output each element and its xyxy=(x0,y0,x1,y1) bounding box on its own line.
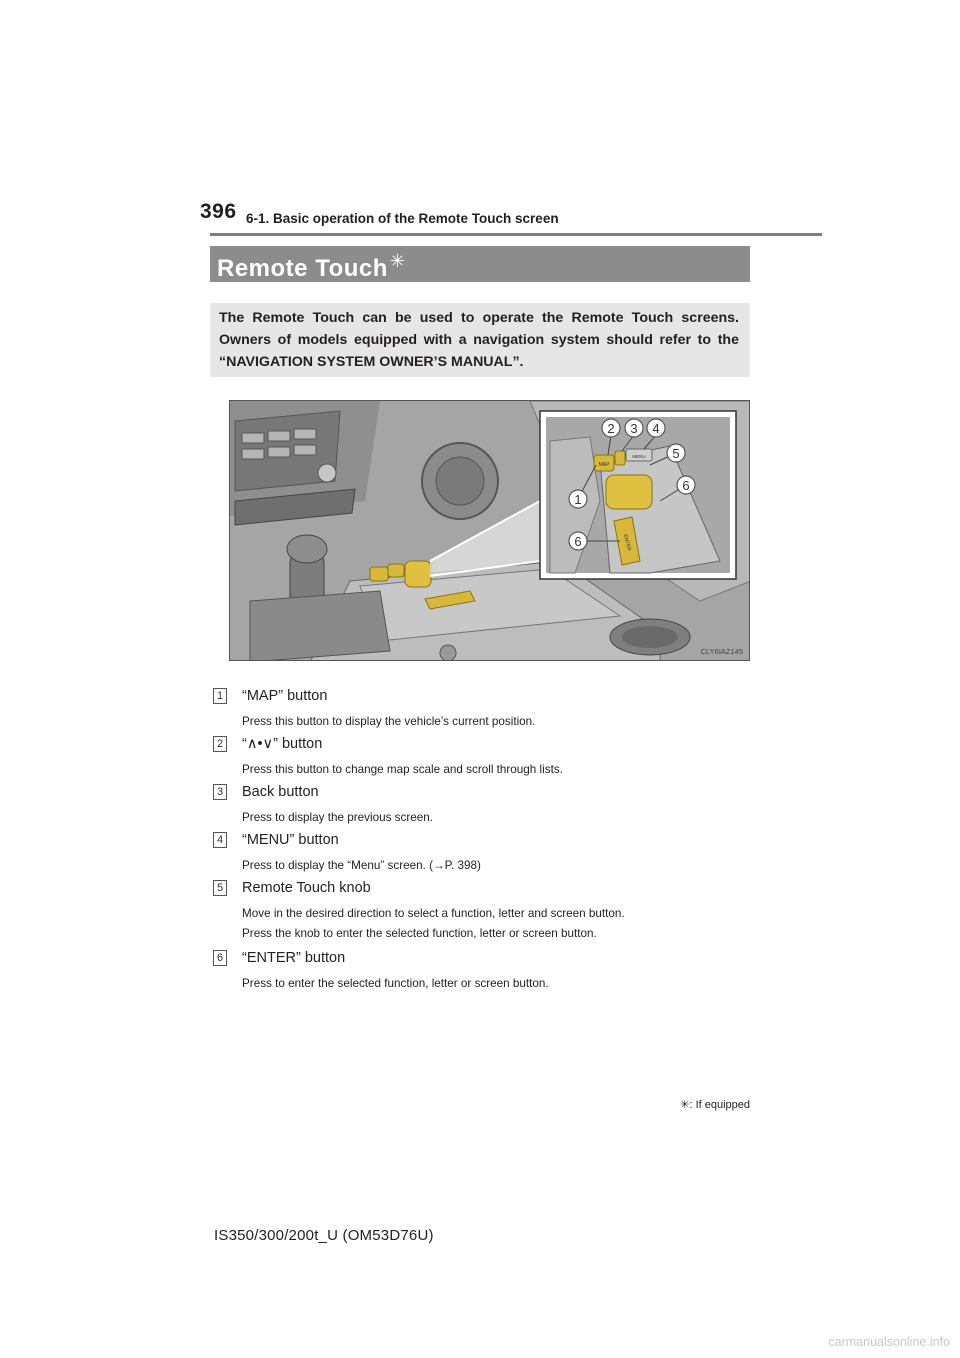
item-desc-line: Press to enter the selected function, letter or screen button. xyxy=(242,977,549,990)
item-title: “MAP” button xyxy=(242,688,328,704)
inset-enter-label: ENTER xyxy=(621,533,633,552)
inset-map-label: MAP xyxy=(598,462,610,468)
item-title: “∧•∨” button xyxy=(242,736,323,752)
item-desc xyxy=(213,712,753,732)
callout-5: 5 xyxy=(672,446,680,461)
callout-6-top: 6 xyxy=(682,478,690,493)
item-desc-line: Press to display the “Menu” screen. (→P. 398) xyxy=(242,859,481,872)
item-desc xyxy=(213,974,753,994)
item-desc-line: Press the knob to enter the selected function, letter or screen button. xyxy=(242,927,597,940)
section-title-text: Remote Touch xyxy=(217,255,388,282)
section-title xyxy=(217,251,406,283)
item-desc xyxy=(213,808,753,828)
item-desc xyxy=(213,856,753,876)
section-header xyxy=(210,246,750,282)
item-desc-line: Press this button to change map scale and scroll through lists. xyxy=(242,763,563,776)
item-title: “MENU” button xyxy=(242,832,339,848)
item-number: 6 xyxy=(213,950,227,966)
inset-menu-label: MENU xyxy=(632,454,646,459)
list-item xyxy=(213,878,753,948)
if-equipped-marker: ✳ xyxy=(389,251,406,271)
footnote: ✳: If equipped xyxy=(680,1099,750,1111)
item-number: 3 xyxy=(213,784,227,800)
item-desc-line: Press this button to display the vehicle’s current position. xyxy=(242,715,536,728)
item-number: 2 xyxy=(213,736,227,752)
list-item xyxy=(213,830,753,878)
item-number: 5 xyxy=(213,880,227,896)
list-item xyxy=(213,734,753,782)
callout-2: 2 xyxy=(607,421,615,436)
item-title: Remote Touch knob xyxy=(242,880,371,896)
item-number: 1 xyxy=(213,688,227,704)
header-divider xyxy=(210,233,822,236)
list-item xyxy=(213,686,753,734)
callout-1: 1 xyxy=(574,492,582,507)
callout-6-bottom: 6 xyxy=(574,534,582,549)
item-desc-line: Press to display the previous screen. xyxy=(242,811,433,824)
item-desc xyxy=(213,904,753,944)
item-desc xyxy=(213,760,753,780)
item-title: “ENTER” button xyxy=(242,950,346,966)
list-item xyxy=(213,782,753,830)
list-item xyxy=(213,948,753,996)
figure-code: CLY6IAZ145 xyxy=(700,647,743,656)
callout-4: 4 xyxy=(652,421,660,436)
page-number: 396 xyxy=(200,200,237,223)
remote-touch-illustration xyxy=(229,400,750,661)
intro-text: The Remote Touch can be used to operate the Remote Touch screens. Owners of models equipped with a navigation system should refer to the “NAVIGATION SYSTEM OWNER’S MANUAL”. xyxy=(219,310,739,370)
chapter-title: 6-1. Basic operation of the Remote Touch screen xyxy=(246,211,559,226)
item-desc-line: Move in the desired direction to select a function, letter and screen button. xyxy=(242,907,625,920)
console-drawing xyxy=(230,401,750,661)
watermark: carmanualsonline.info xyxy=(828,1335,950,1349)
item-list xyxy=(213,686,753,996)
item-number: 4 xyxy=(213,832,227,848)
intro-box xyxy=(210,303,750,377)
model-code: IS350/300/200t_U (OM53D76U) xyxy=(214,1227,434,1244)
callout-3: 3 xyxy=(630,421,638,436)
item-title: Back button xyxy=(242,784,319,800)
